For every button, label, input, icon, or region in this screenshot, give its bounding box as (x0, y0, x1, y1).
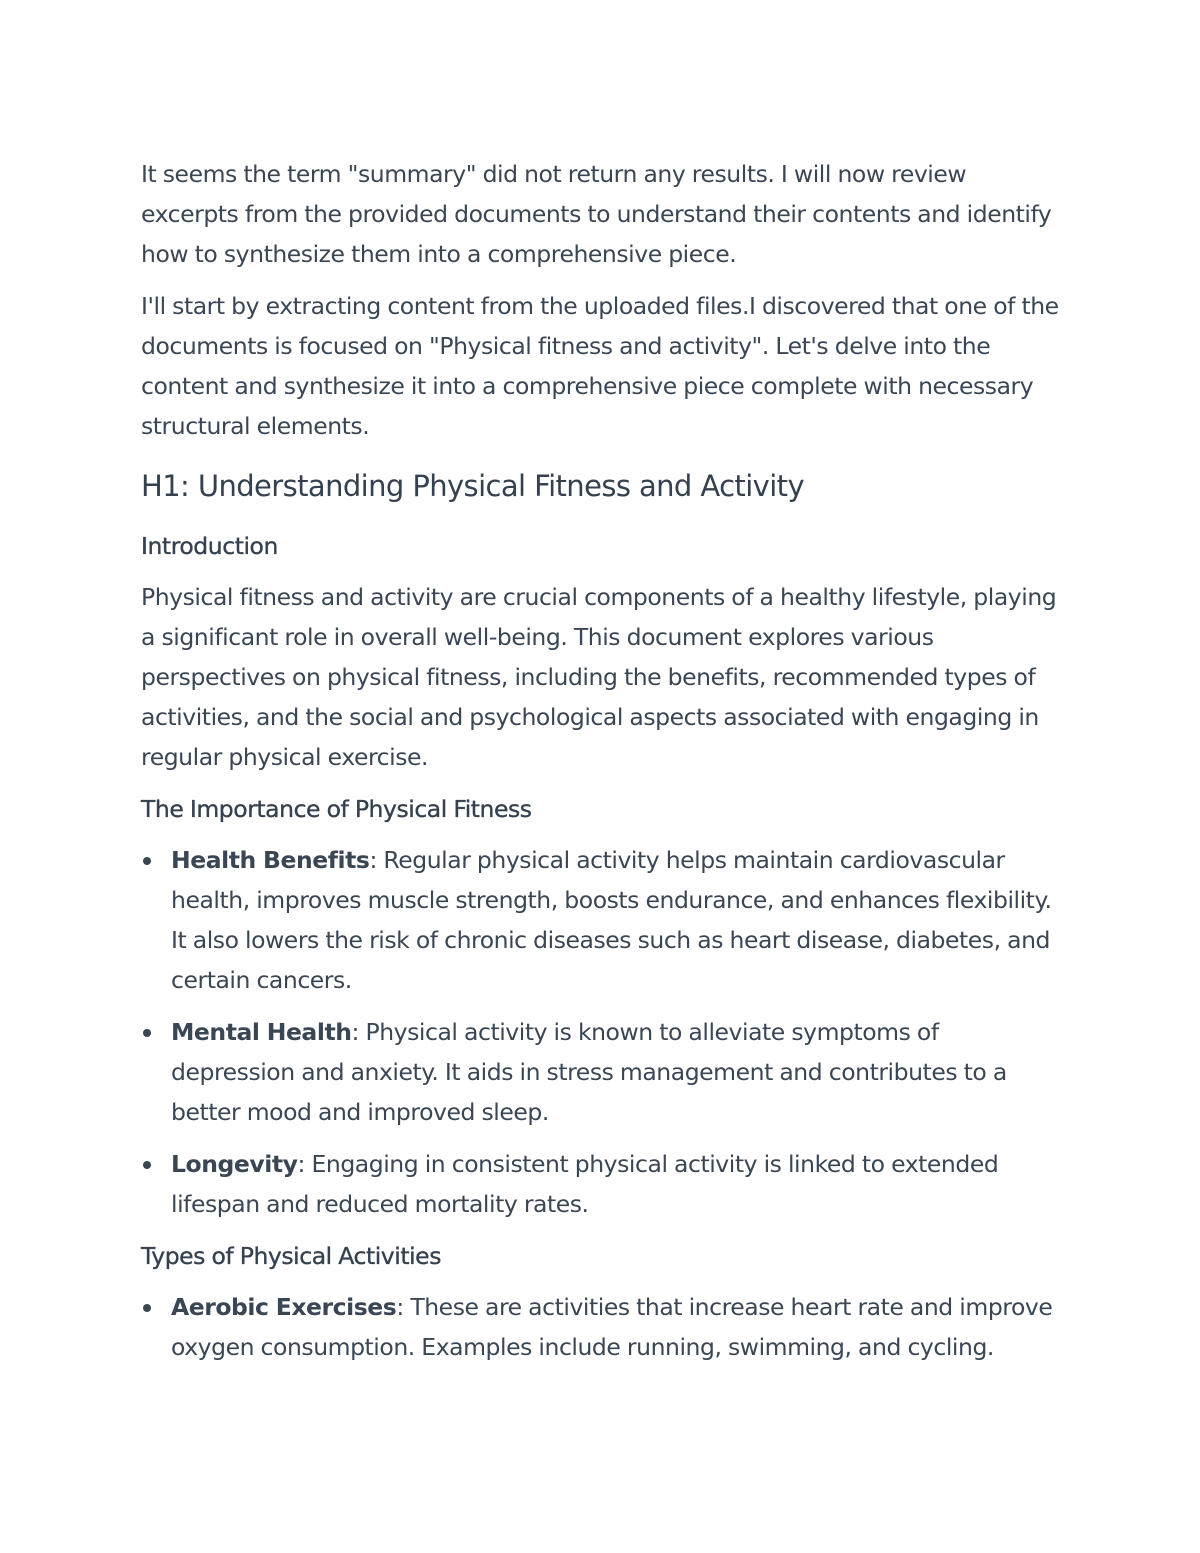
intro-paragraph: I'll start by extracting content from the uploaded files.I discovered that one of the documents is focused on "Physical fitness and activity". Let's delve into the content and synthesize it into a comprehensive piece complete with necessary structural elements. (141, 292, 1059, 440)
types-heading: Types of Physical Activities (141, 1242, 441, 1270)
bullet-icon (143, 1029, 151, 1037)
list-item-longevity (141, 1144, 1060, 1224)
intro-paragraph: It seems the term "summary" did not return any results. I will now review excerpts from the provided documents to understand their contents and identify how to synthesize them into a comprehensive piece. (141, 160, 1052, 268)
list-item-text: : Physical activity is known to alleviate symptoms of depression and anxiety. It aids in stress management and contributes to a better mood and improved sleep. (171, 1018, 1007, 1126)
bullet-icon (143, 857, 151, 865)
types-list (141, 1287, 1060, 1367)
list-item-text: : Engaging in consistent physical activity is linked to extended lifespan and reduced mortality rates. (171, 1150, 999, 1218)
importance-list (141, 840, 1060, 1224)
main-heading: H1: Understanding Physical Fitness and Activity (141, 469, 805, 503)
list-item-aerobic-exercises (141, 1287, 1060, 1367)
list-item-term: Longevity (171, 1150, 298, 1178)
list-item-term: Health Benefits (171, 846, 370, 874)
list-item-health-benefits (141, 840, 1060, 1000)
introduction-text: Physical fitness and activity are crucial components of a healthy lifestyle, playing a significant role in overall well-being. This document explores various perspectives on physical fitness, including the benefits, recommended types of activities, and the social and psychological aspects associated with engaging in regular physical exercise. (141, 583, 1057, 771)
list-item-text: : These are activities that increase heart rate and improve oxygen consumption. Examples include running, swimming, and cycling. (171, 1293, 1053, 1361)
bullet-icon (143, 1161, 151, 1169)
importance-heading: The Importance of Physical Fitness (141, 795, 532, 823)
list-item-mental-health (141, 1012, 1060, 1132)
list-item-term: Mental Health (171, 1018, 352, 1046)
bullet-icon (143, 1304, 151, 1312)
introduction-heading: Introduction (141, 532, 278, 560)
list-item-term: Aerobic Exercises (171, 1293, 397, 1321)
list-item-text: : Regular physical activity helps maintain cardiovascular health, improves muscle strength, boosts endurance, and enhances flexibility. It also lowers the risk of chronic diseases such as heart disease, diabetes, and certain cancers. (171, 846, 1052, 994)
